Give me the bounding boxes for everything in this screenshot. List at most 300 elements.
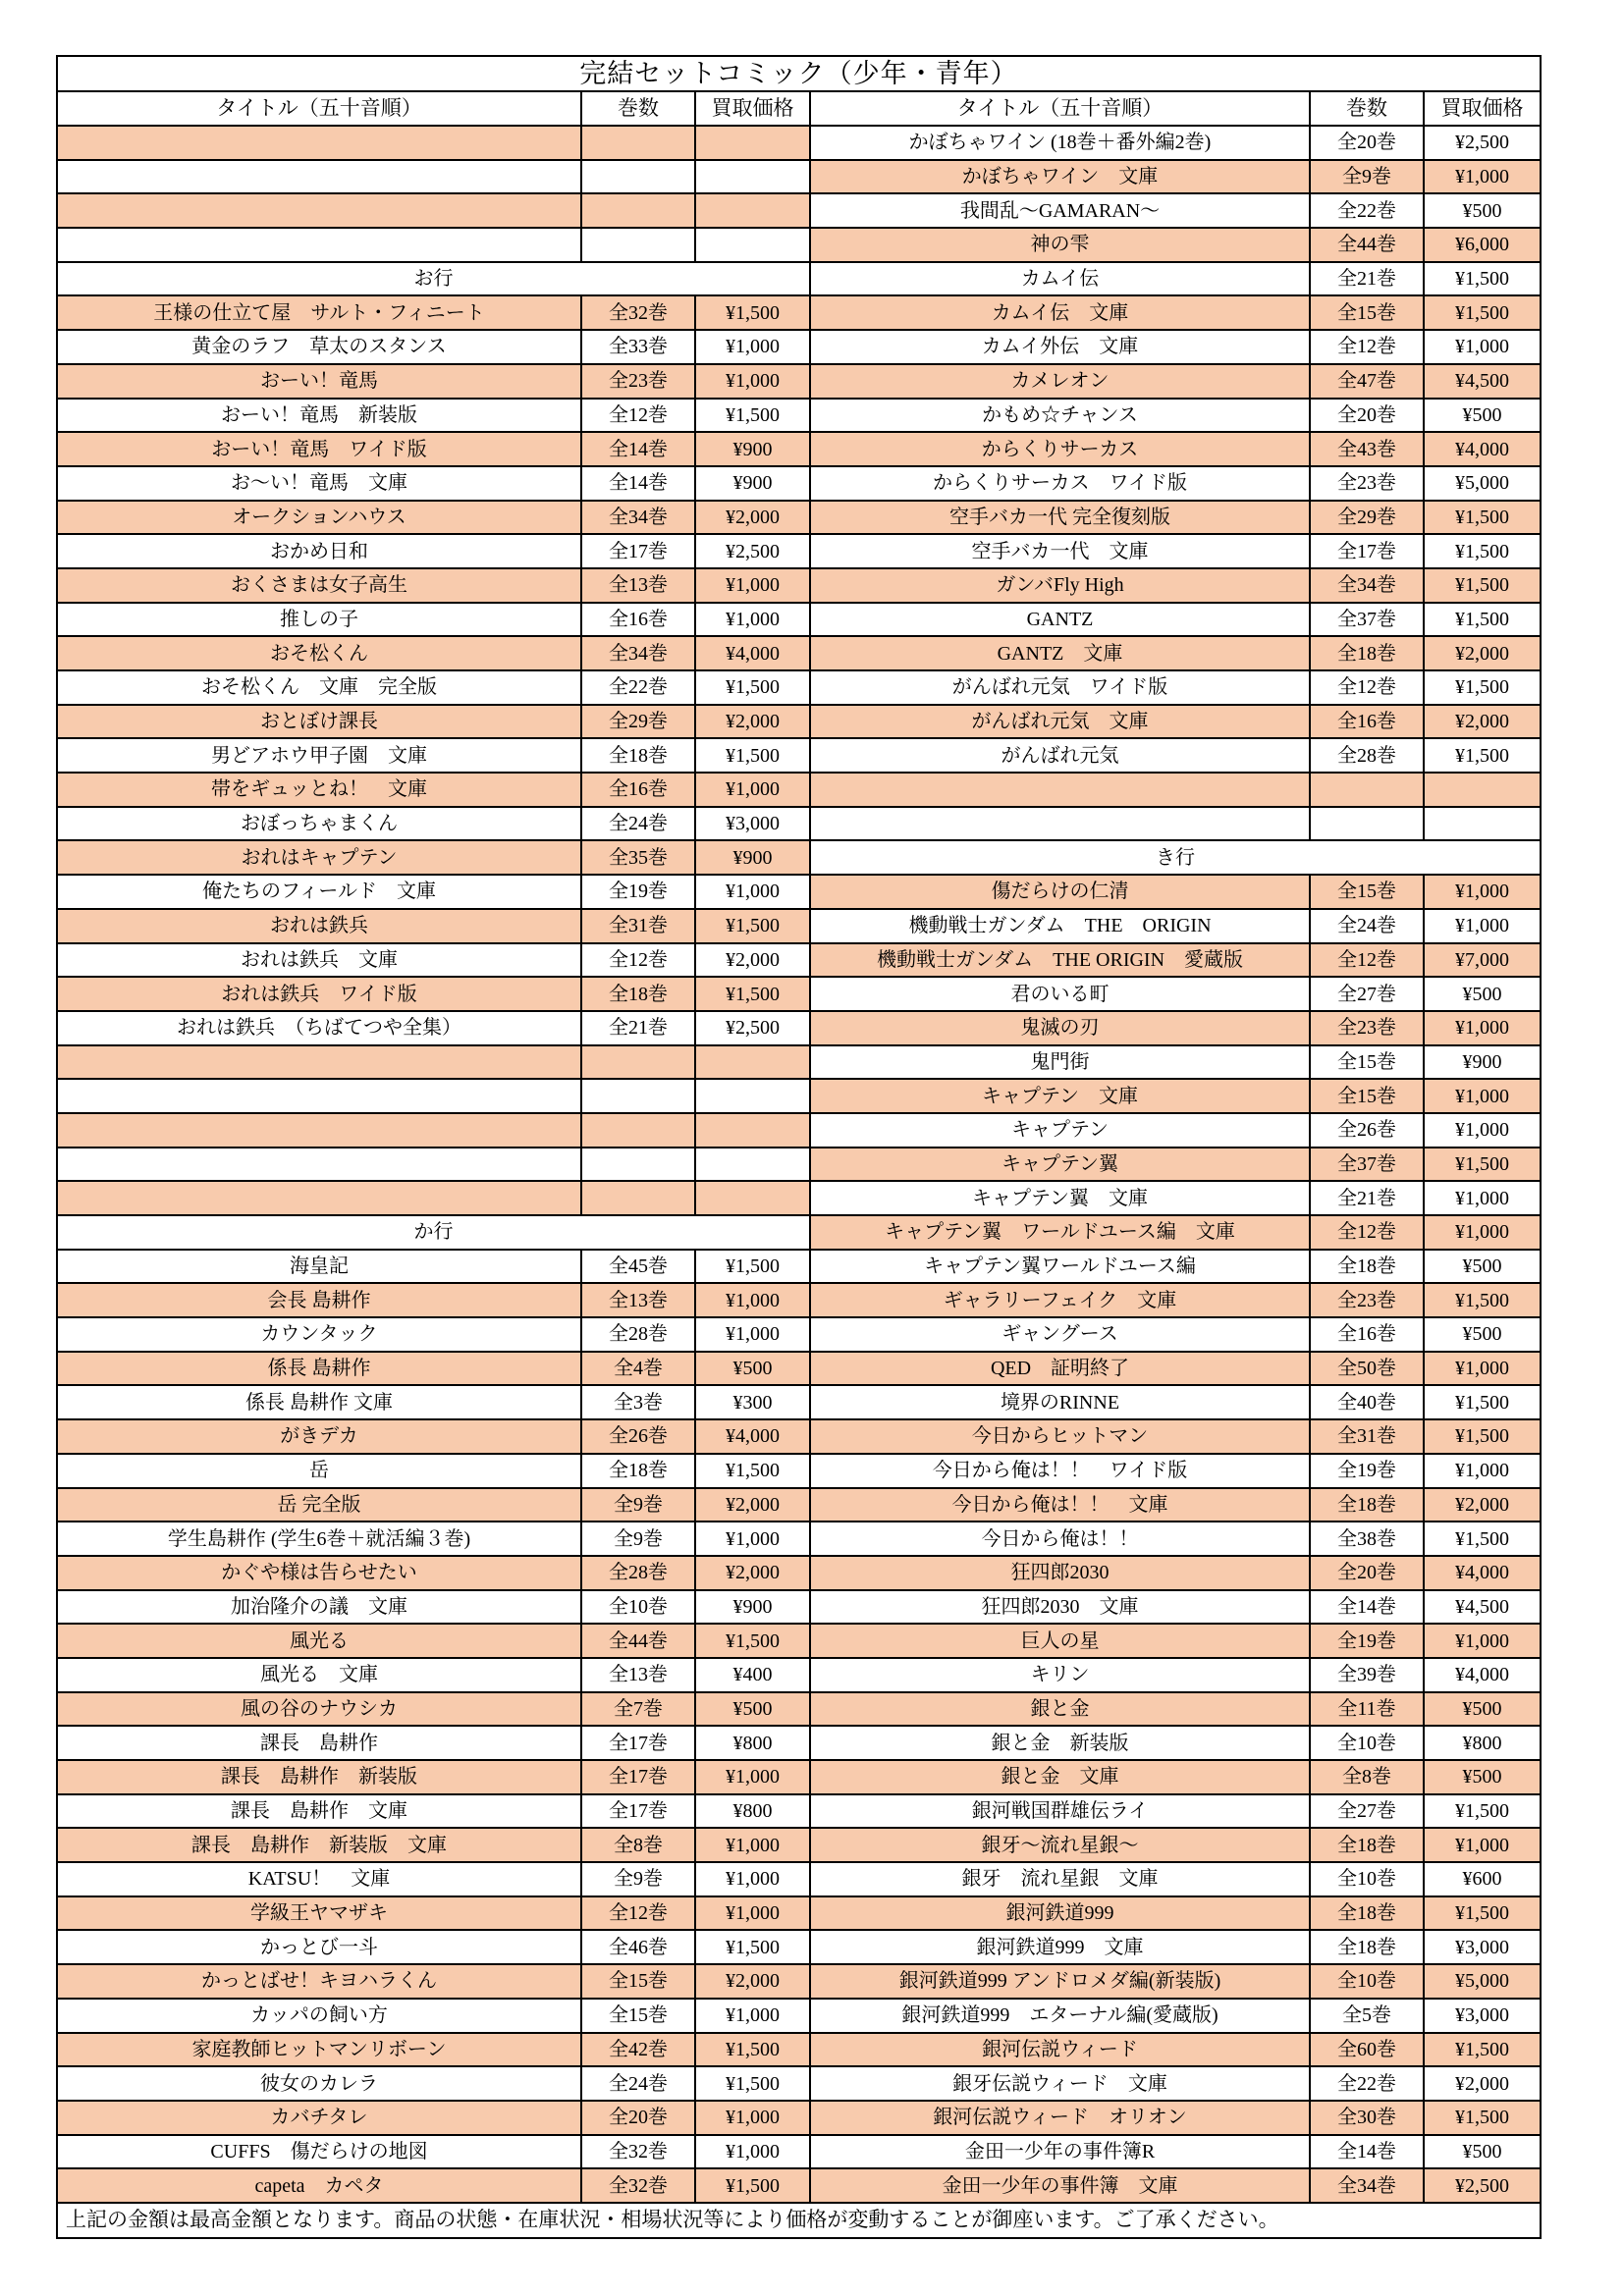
price-cell: ¥1,000: [1425, 1080, 1540, 1112]
price-cell: ¥600: [1425, 1863, 1540, 1896]
page-title: 完結セットコミック（少年・青年）: [58, 57, 1540, 90]
price-cell: ¥1,000: [1425, 876, 1540, 908]
price-cell: ¥500: [1425, 194, 1540, 227]
price-cell: ¥4,000: [696, 1420, 809, 1453]
volumes-cell: 全20巻: [1311, 127, 1423, 159]
volumes-cell: 全9巻: [582, 1522, 694, 1555]
volumes-cell: 全12巻: [1311, 331, 1423, 363]
volumes-cell: 全22巻: [1311, 194, 1423, 227]
series-title-cell: 銀牙伝説ウィード 文庫: [811, 2067, 1309, 2100]
price-cell: ¥1,000: [696, 774, 809, 806]
series-title-cell: おれは鉄兵 文庫: [58, 944, 580, 977]
volumes-cell: 全21巻: [582, 1012, 694, 1044]
series-title-cell: 銀河鉄道999 エターナル編(愛蔵版): [811, 2000, 1309, 2032]
price-cell: ¥2,000: [696, 944, 809, 977]
volumes-cell: 全5巻: [1311, 2000, 1423, 2032]
volumes-cell: 全23巻: [582, 365, 694, 398]
volumes-cell: 全10巻: [1311, 1863, 1423, 1896]
volumes-cell: 全18巻: [1311, 1829, 1423, 1861]
price-cell: ¥1,500: [696, 2169, 809, 2202]
price-cell: ¥1,000: [1425, 1182, 1540, 1214]
price-cell: ¥3,000: [1425, 2000, 1540, 2032]
empty-volumes-cell: [582, 127, 694, 159]
volumes-cell: 全26巻: [1311, 1114, 1423, 1147]
volumes-cell: 全13巻: [582, 569, 694, 602]
price-cell: ¥1,000: [1425, 1114, 1540, 1147]
series-title-cell: 銀牙 流れ星銀 文庫: [811, 1863, 1309, 1896]
series-title-cell: かぼちゃワイン (18巻＋番外編2巻): [811, 127, 1309, 159]
column-header-title-left: タイトル（五十音順）: [58, 92, 580, 125]
volumes-cell: 全10巻: [1311, 1727, 1423, 1759]
price-cell: ¥2,000: [1425, 2067, 1540, 2100]
series-title-cell: 会長 島耕作: [58, 1284, 580, 1316]
volumes-cell: 全18巻: [1311, 637, 1423, 669]
volumes-cell: 全9巻: [582, 1863, 694, 1896]
series-title-cell: 帯をギュッとね！ 文庫: [58, 774, 580, 806]
volumes-cell: 全17巻: [1311, 535, 1423, 567]
price-cell: ¥4,500: [1425, 365, 1540, 398]
empty-volumes-cell: [582, 1080, 694, 1112]
volumes-cell: 全29巻: [1311, 502, 1423, 534]
empty-title-cell: [58, 161, 580, 193]
empty-title-cell: [811, 774, 1309, 806]
price-cell: ¥1,500: [1425, 1897, 1540, 1930]
price-cell: ¥1,000: [696, 1318, 809, 1351]
price-cell: ¥4,500: [1425, 1591, 1540, 1624]
series-title-cell: キャプテン翼 ワールドユース編 文庫: [811, 1216, 1309, 1249]
price-cell: ¥800: [696, 1795, 809, 1828]
series-title-cell: 鬼門街: [811, 1046, 1309, 1079]
price-cell: ¥1,500: [696, 1931, 809, 1963]
price-cell: ¥1,000: [696, 1761, 809, 1793]
volumes-cell: 全28巻: [582, 1557, 694, 1589]
series-title-cell: 岳 完全版: [58, 1489, 580, 1522]
series-title-cell: CUFFS 傷だらけの地図: [58, 2136, 580, 2168]
price-cell: ¥4,000: [1425, 1557, 1540, 1589]
price-cell: ¥2,000: [696, 1557, 809, 1589]
price-cell: ¥1,000: [696, 365, 809, 398]
series-title-cell: 風光る 文庫: [58, 1659, 580, 1691]
series-title-cell: 鬼滅の刃: [811, 1012, 1309, 1044]
volumes-cell: 全19巻: [582, 876, 694, 908]
price-cell: ¥1,000: [696, 2102, 809, 2134]
volumes-cell: 全13巻: [582, 1284, 694, 1316]
series-title-cell: 課長 島耕作 新装版 文庫: [58, 1829, 580, 1861]
price-cell: ¥2,500: [1425, 127, 1540, 159]
price-cell: ¥7,000: [1425, 944, 1540, 977]
empty-price-cell: [696, 1148, 809, 1181]
section-row-label: き行: [811, 841, 1540, 874]
price-table: [56, 55, 1542, 2239]
series-title-cell: おぼっちゃまくん: [58, 808, 580, 840]
volumes-cell: 全42巻: [582, 2034, 694, 2066]
series-title-cell: 今日から俺は！！ ワイド版: [811, 1455, 1309, 1487]
series-title-cell: おくさまは女子高生: [58, 569, 580, 602]
series-title-cell: 君のいる町: [811, 978, 1309, 1010]
footer-note: 上記の金額は最高金額となります。商品の状態・在庫状況・相場状況等により価格が変動することが御座います。ご了承ください。: [58, 2204, 1540, 2237]
series-title-cell: かぼちゃワイン 文庫: [811, 161, 1309, 193]
price-cell: ¥2,000: [696, 502, 809, 534]
price-cell: ¥500: [696, 1353, 809, 1385]
volumes-cell: 全15巻: [1311, 296, 1423, 329]
series-title-cell: がんばれ元気 ワイド版: [811, 671, 1309, 704]
volumes-cell: 全21巻: [1311, 1182, 1423, 1214]
empty-volumes-cell: [1311, 808, 1423, 840]
series-title-cell: 課長 島耕作 文庫: [58, 1795, 580, 1828]
price-cell: ¥1,000: [696, 604, 809, 636]
volumes-cell: 全44巻: [1311, 229, 1423, 261]
volumes-cell: 全23巻: [1311, 467, 1423, 500]
series-title-cell: 今日から俺は！！ 文庫: [811, 1489, 1309, 1522]
price-cell: ¥4,000: [1425, 433, 1540, 465]
price-cell: ¥1,000: [696, 876, 809, 908]
empty-volumes-cell: [582, 229, 694, 261]
price-cell: ¥1,500: [1425, 2034, 1540, 2066]
volumes-cell: 全10巻: [1311, 1965, 1423, 1998]
volumes-cell: 全9巻: [1311, 161, 1423, 193]
volumes-cell: 全3巻: [582, 1386, 694, 1418]
empty-title-cell: [58, 1046, 580, 1079]
price-cell: ¥900: [696, 841, 809, 874]
series-title-cell: 狂四郎2030 文庫: [811, 1591, 1309, 1624]
price-cell: ¥1,500: [1425, 1148, 1540, 1181]
volumes-cell: 全22巻: [1311, 2067, 1423, 2100]
price-cell: ¥2,000: [696, 1489, 809, 1522]
volumes-cell: 全17巻: [582, 1795, 694, 1828]
series-title-cell: 機動戦士ガンダム THE ORIGIN 愛蔵版: [811, 944, 1309, 977]
price-cell: ¥900: [696, 433, 809, 465]
price-cell: ¥1,000: [1425, 1012, 1540, 1044]
price-cell: ¥2,000: [1425, 1489, 1540, 1522]
volumes-cell: 全15巻: [1311, 1080, 1423, 1112]
volumes-cell: 全46巻: [582, 1931, 694, 1963]
volumes-cell: 全23巻: [1311, 1284, 1423, 1316]
price-cell: ¥500: [1425, 1251, 1540, 1283]
series-title-cell: 係長 島耕作: [58, 1353, 580, 1385]
empty-volumes-cell: [582, 194, 694, 227]
volumes-cell: 全50巻: [1311, 1353, 1423, 1385]
price-cell: ¥1,000: [696, 331, 809, 363]
volumes-cell: 全19巻: [1311, 1455, 1423, 1487]
series-title-cell: 黄金のラフ 草太のスタンス: [58, 331, 580, 363]
price-cell: ¥1,500: [696, 296, 809, 329]
price-cell: ¥2,000: [1425, 637, 1540, 669]
volumes-cell: 全10巻: [582, 1591, 694, 1624]
volumes-cell: 全35巻: [582, 841, 694, 874]
series-title-cell: がんばれ元気: [811, 739, 1309, 772]
volumes-cell: 全14巻: [582, 433, 694, 465]
price-cell: ¥2,000: [1425, 706, 1540, 738]
column-header-price-left: 買取価格: [696, 92, 809, 125]
section-row-label: お行: [58, 263, 809, 295]
price-cell: ¥2,500: [696, 1012, 809, 1044]
empty-price-cell: [696, 161, 809, 193]
volumes-cell: 全32巻: [582, 2169, 694, 2202]
series-title-cell: おそ松くん: [58, 637, 580, 669]
empty-price-cell: [1425, 774, 1540, 806]
price-cell: ¥4,000: [696, 637, 809, 669]
volumes-cell: 全37巻: [1311, 1148, 1423, 1181]
series-title-cell: 加治隆介の議 文庫: [58, 1591, 580, 1624]
empty-volumes-cell: [582, 1148, 694, 1181]
price-cell: ¥1,500: [1425, 671, 1540, 704]
price-cell: ¥1,500: [696, 1625, 809, 1657]
series-title-cell: 金田一少年の事件簿R: [811, 2136, 1309, 2168]
series-title-cell: おーい！竜馬: [58, 365, 580, 398]
series-title-cell: かぐや様は告らせたい: [58, 1557, 580, 1589]
volumes-cell: 全16巻: [582, 774, 694, 806]
series-title-cell: 男どアホウ甲子園 文庫: [58, 739, 580, 772]
price-cell: ¥2,500: [1425, 2169, 1540, 2202]
price-cell: ¥900: [696, 1591, 809, 1624]
empty-volumes-cell: [582, 1046, 694, 1079]
volumes-cell: 全18巻: [1311, 1897, 1423, 1930]
volumes-cell: 全17巻: [582, 535, 694, 567]
volumes-cell: 全18巻: [1311, 1931, 1423, 1963]
volumes-cell: 全19巻: [1311, 1625, 1423, 1657]
series-title-cell: カムイ外伝 文庫: [811, 331, 1309, 363]
price-cell: ¥1,500: [1425, 569, 1540, 602]
price-cell: ¥500: [1425, 978, 1540, 1010]
price-cell: ¥1,500: [1425, 502, 1540, 534]
series-title-cell: カウンタック: [58, 1318, 580, 1351]
price-cell: ¥500: [1425, 400, 1540, 432]
volumes-cell: 全31巻: [582, 910, 694, 942]
empty-price-cell: [696, 1114, 809, 1147]
series-title-cell: キャプテン翼: [811, 1148, 1309, 1181]
volumes-cell: 全28巻: [1311, 739, 1423, 772]
series-title-cell: 風光る: [58, 1625, 580, 1657]
series-title-cell: ギャラリーフェイク 文庫: [811, 1284, 1309, 1316]
price-cell: ¥2,000: [696, 706, 809, 738]
price-cell: ¥900: [696, 467, 809, 500]
series-title-cell: 我間乱～GAMARAN～: [811, 194, 1309, 227]
empty-price-cell: [1425, 808, 1540, 840]
series-title-cell: カバチタレ: [58, 2102, 580, 2134]
volumes-cell: 全18巻: [1311, 1251, 1423, 1283]
series-title-cell: 傷だらけの仁清: [811, 876, 1309, 908]
volumes-cell: 全24巻: [582, 808, 694, 840]
series-title-cell: 推しの子: [58, 604, 580, 636]
series-title-cell: 銀河伝説ウィード オリオン: [811, 2102, 1309, 2134]
price-cell: ¥1,500: [1425, 1386, 1540, 1418]
empty-title-cell: [58, 1148, 580, 1181]
price-cell: ¥500: [696, 1693, 809, 1726]
volumes-cell: 全16巻: [1311, 1318, 1423, 1351]
empty-title-cell: [58, 229, 580, 261]
volumes-cell: 全17巻: [582, 1727, 694, 1759]
price-cell: ¥1,500: [1425, 739, 1540, 772]
series-title-cell: 銀と金: [811, 1693, 1309, 1726]
volumes-cell: 全12巻: [582, 400, 694, 432]
volumes-cell: 全24巻: [1311, 910, 1423, 942]
series-title-cell: 彼女のカレラ: [58, 2067, 580, 2100]
price-cell: ¥1,500: [1425, 535, 1540, 567]
series-title-cell: 学級王ヤマザキ: [58, 1897, 580, 1930]
volumes-cell: 全15巻: [582, 2000, 694, 2032]
price-cell: ¥1,500: [696, 400, 809, 432]
price-cell: ¥3,000: [696, 808, 809, 840]
series-title-cell: からくりサーカス: [811, 433, 1309, 465]
volumes-cell: 全60巻: [1311, 2034, 1423, 2066]
series-title-cell: 海皇記: [58, 1251, 580, 1283]
price-cell: ¥1,500: [1425, 604, 1540, 636]
series-title-cell: キャプテン: [811, 1114, 1309, 1147]
price-cell: ¥5,000: [1425, 467, 1540, 500]
volumes-cell: 全15巻: [1311, 876, 1423, 908]
series-title-cell: 銀牙～流れ星銀～: [811, 1829, 1309, 1861]
volumes-cell: 全20巻: [1311, 400, 1423, 432]
series-title-cell: 空手バカ一代 文庫: [811, 535, 1309, 567]
price-cell: ¥1,500: [696, 2067, 809, 2100]
series-title-cell: かっとばせ！キヨハラくん: [58, 1965, 580, 1998]
empty-price-cell: [696, 1182, 809, 1214]
empty-price-cell: [696, 1046, 809, 1079]
series-title-cell: カッパの飼い方: [58, 2000, 580, 2032]
volumes-cell: 全12巻: [1311, 1216, 1423, 1249]
series-title-cell: キリン: [811, 1659, 1309, 1691]
series-title-cell: おとぼけ課長: [58, 706, 580, 738]
price-cell: ¥1,000: [1425, 910, 1540, 942]
empty-volumes-cell: [1311, 774, 1423, 806]
price-cell: ¥900: [1425, 1046, 1540, 1079]
price-cell: ¥1,000: [696, 1863, 809, 1896]
column-header-price-right: 買取価格: [1425, 92, 1540, 125]
volumes-cell: 全29巻: [582, 706, 694, 738]
price-cell: ¥400: [696, 1659, 809, 1691]
series-title-cell: 銀河鉄道999 文庫: [811, 1931, 1309, 1963]
volumes-cell: 全9巻: [582, 1489, 694, 1522]
volumes-cell: 全8巻: [1311, 1761, 1423, 1793]
series-title-cell: 銀河戦国群雄伝ライ: [811, 1795, 1309, 1828]
price-cell: ¥300: [696, 1386, 809, 1418]
price-cell: ¥1,000: [696, 2000, 809, 2032]
price-cell: ¥1,000: [1425, 1829, 1540, 1861]
series-title-cell: 岳: [58, 1455, 580, 1487]
series-title-cell: 神の雫: [811, 229, 1309, 261]
price-cell: ¥1,500: [696, 978, 809, 1010]
series-title-cell: KATSU！ 文庫: [58, 1863, 580, 1896]
volumes-cell: 全16巻: [582, 604, 694, 636]
series-title-cell: 機動戦士ガンダム THE ORIGIN: [811, 910, 1309, 942]
volumes-cell: 全20巻: [582, 2102, 694, 2134]
volumes-cell: 全8巻: [582, 1829, 694, 1861]
price-cell: ¥1,000: [1425, 161, 1540, 193]
series-title-cell: がんばれ元気 文庫: [811, 706, 1309, 738]
volumes-cell: 全34巻: [582, 637, 694, 669]
series-title-cell: 課長 島耕作: [58, 1727, 580, 1759]
volumes-cell: 全32巻: [582, 296, 694, 329]
series-title-cell: キャプテン 文庫: [811, 1080, 1309, 1112]
price-cell: ¥1,500: [696, 1455, 809, 1487]
price-cell: ¥1,500: [696, 2034, 809, 2066]
price-cell: ¥1,500: [1425, 1420, 1540, 1453]
price-cell: ¥800: [1425, 1727, 1540, 1759]
series-title-cell: キャプテン翼ワールドユース編: [811, 1251, 1309, 1283]
volumes-cell: 全13巻: [582, 1659, 694, 1691]
series-title-cell: 金田一少年の事件簿 文庫: [811, 2169, 1309, 2202]
series-title-cell: おーい！竜馬 ワイド版: [58, 433, 580, 465]
series-title-cell: capeta カペタ: [58, 2169, 580, 2202]
series-title-cell: 風の谷のナウシカ: [58, 1693, 580, 1726]
volumes-cell: 全21巻: [1311, 263, 1423, 295]
volumes-cell: 全17巻: [582, 1761, 694, 1793]
series-title-cell: がきデカ: [58, 1420, 580, 1453]
series-title-cell: 巨人の星: [811, 1625, 1309, 1657]
price-cell: ¥2,500: [696, 535, 809, 567]
volumes-cell: 全45巻: [582, 1251, 694, 1283]
empty-price-cell: [696, 1080, 809, 1112]
series-title-cell: からくりサーカス ワイド版: [811, 467, 1309, 500]
series-title-cell: 今日から俺は！！: [811, 1522, 1309, 1555]
series-title-cell: おれはキャプテン: [58, 841, 580, 874]
empty-price-cell: [696, 127, 809, 159]
volumes-cell: 全15巻: [582, 1965, 694, 1998]
series-title-cell: GANTZ: [811, 604, 1309, 636]
volumes-cell: 全18巻: [1311, 1489, 1423, 1522]
volumes-cell: 全12巻: [582, 1897, 694, 1930]
volumes-cell: 全12巻: [582, 944, 694, 977]
volumes-cell: 全30巻: [1311, 2102, 1423, 2134]
series-title-cell: 俺たちのフィールド 文庫: [58, 876, 580, 908]
volumes-cell: 全27巻: [1311, 978, 1423, 1010]
series-title-cell: 家庭教師ヒットマンリボーン: [58, 2034, 580, 2066]
series-title-cell: 銀河鉄道999: [811, 1897, 1309, 1930]
series-title-cell: お～い！竜馬 文庫: [58, 467, 580, 500]
volumes-cell: 全4巻: [582, 1353, 694, 1385]
series-title-cell: 境界のRINNE: [811, 1386, 1309, 1418]
volumes-cell: 全12巻: [1311, 671, 1423, 704]
volumes-cell: 全37巻: [1311, 604, 1423, 636]
volumes-cell: 全27巻: [1311, 1795, 1423, 1828]
volumes-cell: 全20巻: [1311, 1557, 1423, 1589]
volumes-cell: 全14巻: [582, 467, 694, 500]
price-cell: ¥1,000: [696, 1284, 809, 1316]
price-cell: ¥1,000: [696, 1522, 809, 1555]
series-title-cell: かっとび一斗: [58, 1931, 580, 1963]
series-title-cell: かもめ☆チャンス: [811, 400, 1309, 432]
volumes-cell: 全32巻: [582, 2136, 694, 2168]
series-title-cell: 狂四郎2030: [811, 1557, 1309, 1589]
series-title-cell: オークションハウス: [58, 502, 580, 534]
series-title-cell: QED 証明終了: [811, 1353, 1309, 1385]
empty-title-cell: [58, 1114, 580, 1147]
volumes-cell: 全15巻: [1311, 1046, 1423, 1079]
price-cell: ¥1,500: [1425, 296, 1540, 329]
price-cell: ¥1,500: [1425, 263, 1540, 295]
column-header-volumes-left: 巻数: [582, 92, 694, 125]
series-title-cell: おかめ日和: [58, 535, 580, 567]
volumes-cell: 全12巻: [1311, 944, 1423, 977]
series-title-cell: 学生島耕作 (学生6巻＋就活編３巻): [58, 1522, 580, 1555]
section-row-label: か行: [58, 1216, 809, 1249]
volumes-cell: 全23巻: [1311, 1012, 1423, 1044]
series-title-cell: 今日からヒットマン: [811, 1420, 1309, 1453]
price-cell: ¥1,000: [696, 2136, 809, 2168]
volumes-cell: 全18巻: [582, 739, 694, 772]
volumes-cell: 全34巻: [1311, 569, 1423, 602]
series-title-cell: ギャングース: [811, 1318, 1309, 1351]
price-cell: ¥1,000: [696, 1829, 809, 1861]
price-cell: ¥1,000: [1425, 331, 1540, 363]
volumes-cell: 全14巻: [1311, 1591, 1423, 1624]
price-cell: ¥500: [1425, 1318, 1540, 1351]
volumes-cell: 全26巻: [582, 1420, 694, 1453]
column-header-volumes-right: 巻数: [1311, 92, 1423, 125]
price-cell: ¥1,000: [1425, 1353, 1540, 1385]
series-title-cell: 銀河伝説ウィード: [811, 2034, 1309, 2066]
volumes-cell: 全39巻: [1311, 1659, 1423, 1691]
